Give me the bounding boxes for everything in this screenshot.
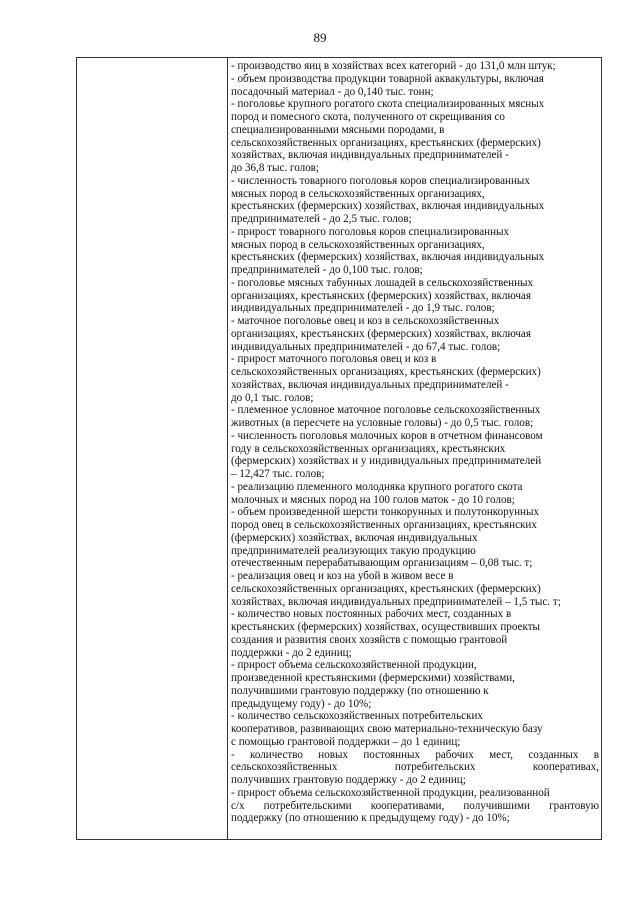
text-line: с/х потребительскими кооперативами, получившими грантовую: [231, 799, 599, 812]
text-line: предпринимателей реализующих такую продукцию: [231, 544, 476, 557]
text-line: молочных и мясных пород на 100 голов маток - до 10 голов;: [231, 493, 515, 506]
text-line: (фермерских) хозяйствах, включая индивидуальных: [231, 531, 478, 544]
text-line: хозяйствах, включая индивидуальных предпринимателей -: [231, 149, 509, 162]
text-line: - объем производства продукции товарной аквакультуры, включая: [231, 72, 544, 85]
text-line: индивидуальных предпринимателей - до 67,4 тыс. голов;: [231, 340, 501, 353]
text-line: сельскохозяйственных организациях, крестьянских (фермерских): [231, 136, 541, 149]
text-line: мясных пород в сельскохозяйственных организациях,: [231, 187, 485, 200]
text-line: с помощью грантовой поддержки – до 1 единиц;: [231, 735, 461, 748]
text-line: - прирост товарного поголовья коров специализированных: [231, 225, 510, 238]
text-line: - маточное поголовье овец и коз в сельскохозяйственных: [231, 315, 500, 327]
page-number: 89: [313, 30, 327, 45]
text-line: сельскохозяйственных организациях, крестьянских (фермерских): [231, 582, 541, 595]
text-line: - количество сельскохозяйственных потребительских: [231, 710, 483, 723]
text-line: (фермерских) хозяйствах и у индивидуальных предпринимателей: [231, 455, 542, 468]
text-line: пород овец в сельскохозяйственных организациях, крестьянских: [231, 519, 537, 531]
text-line: крестьянских (фермерских) хозяйствах, включая индивидуальных: [231, 251, 545, 264]
text-line: создания и развития своих хозяйств с помощью грантовой: [231, 633, 508, 646]
text-line: - поголовье крупного рогатого скота специализированных мясных: [231, 98, 545, 111]
table-right-column: [231, 60, 599, 825]
text-line: - численность поголовья молочных коров в отчетном финансовом: [231, 429, 543, 442]
text-line: крестьянских (фермерских) хозяйствах, осуществивших проекты: [231, 621, 541, 633]
text-line: специализированными мясными породами, в: [231, 123, 445, 136]
text-line: до 0,1 тыс. голов;: [231, 391, 314, 404]
text-line: – 12,427 тыс. голов;: [231, 468, 325, 480]
text-line: - реализация овец и коз на убой в живом весе в: [231, 570, 454, 582]
text-line: получившими грантовую поддержку (по отношению к: [231, 684, 489, 697]
text-line: хозяйствах, включая индивидуальных предпринимателей – 1,5 тыс. т;: [231, 595, 561, 608]
text-line: поддержки - до 2 единиц;: [231, 646, 352, 659]
text-line: пород и помесного скота, полученного от скрещивания со: [231, 111, 505, 123]
text-line: хозяйствах, включая индивидуальных предпринимателей -: [231, 378, 509, 391]
text-line: индивидуальных предпринимателей - до 1,9 тыс. голов;: [231, 302, 495, 315]
text-line: - производство яиц в хозяйствах всех категорий - до 131,0 млн штук;: [231, 60, 556, 72]
text-line: - прирост объема сельскохозяйственной продукции,: [231, 659, 477, 672]
text-line: посадочный материал - до 0,140 тыс. тонн;: [231, 85, 434, 98]
text-line: произведенной крестьянскими (фермерскими) хозяйствами,: [231, 672, 515, 684]
text-line: крестьянских (фермерских) хозяйствах, включая индивидуальных: [231, 200, 545, 213]
text-line: получивших грантовую поддержку - до 2 единиц;: [231, 774, 466, 786]
text-line: - численность товарного поголовья коров специализированных: [231, 174, 530, 187]
text-line: организациях, крестьянских (фермерских) хозяйствах, включая: [231, 327, 531, 340]
text-line: мясных пород в сельскохозяйственных организациях,: [231, 238, 485, 251]
text-line: - количество новых постоянных рабочих мест, созданных в: [231, 748, 599, 761]
text-line: - объем произведенной шерсти тонкорунных и полутонкорунных: [231, 506, 539, 519]
document-table: [76, 57, 602, 840]
text-line: сельскохозяйственных организациях, крестьянских (фермерских): [231, 366, 541, 378]
text-line: - племенное условное маточное поголовье сельскохозяйственных: [231, 404, 541, 417]
text-line: - поголовье мясных табунных лошадей в сельскохозяйственных: [231, 276, 534, 289]
text-line: поддержку (по отношению к предыдущему году) - до 10%;: [231, 812, 510, 825]
text-line: предпринимателей - до 0,100 тыс. голов;: [231, 264, 423, 276]
column-divider: [227, 58, 228, 839]
text-line: отечественным перерабатывающим организациям – 0,08 тыс. т;: [231, 557, 533, 570]
text-line: - количество новых постоянных рабочих мест, созданных в: [231, 608, 512, 621]
text-line: году в сельскохозяйственных организациях, крестьянских: [231, 442, 506, 455]
text-line: - прирост объема сельскохозяйственной продукции, реализованной: [231, 786, 550, 799]
text-line: предпринимателей - до 2,5 тыс. голов;: [231, 213, 412, 225]
text-line: предыдущему году) - до 10%;: [231, 697, 372, 710]
text-line: до 36,8 тыс. голов;: [231, 162, 320, 174]
text-line: организациях, крестьянских (фермерских) хозяйствах, включая: [231, 289, 531, 302]
text-line: сельскохозяйственных потребительских кооперативах,: [231, 761, 599, 774]
table-left-column: [77, 58, 227, 839]
text-line: животных (в пересчете на условные головы) - до 0,5 тыс. голов;: [231, 417, 534, 429]
text-line: - реализацию племенного молодняка крупного рогатого скота: [231, 480, 523, 493]
text-line: - прирост маточного поголовья овец и коз в: [231, 353, 437, 366]
text-line: кооперативов, развивающих свою материально-техническую базу: [231, 723, 543, 735]
